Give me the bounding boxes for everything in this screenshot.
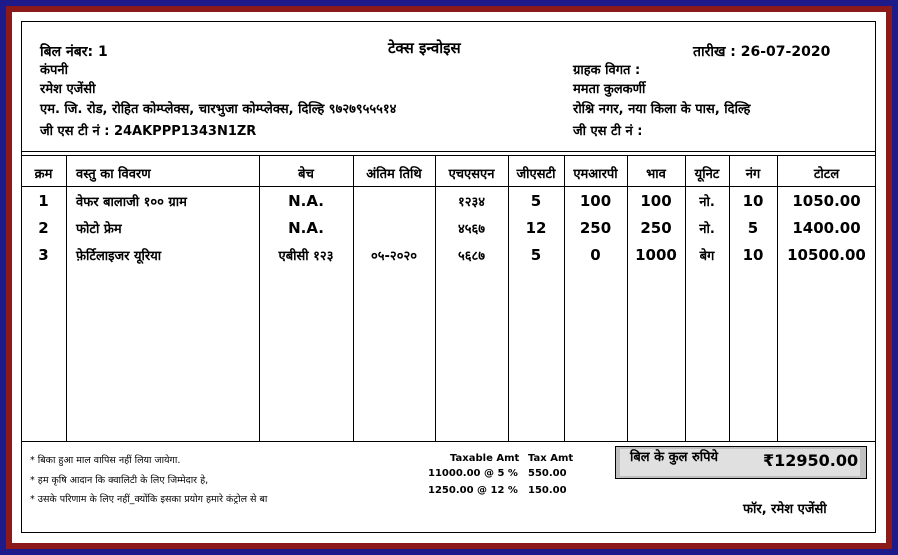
note-line: * उसके परिणाम के लिए नहीं_क्योंकि इसका प्रयोग हमारे कंट्रोल से बा (30, 494, 268, 505)
cell-mrp: 100 (579, 192, 612, 210)
cell-description: वेफर बालाजी १०० ग्राम (76, 195, 187, 210)
cell-qty: 10 (742, 192, 764, 210)
header-rate: भाव (646, 167, 666, 182)
invoice-date: तारीख : 26-07-2020 (693, 44, 831, 60)
customer-gst: जी एस टी नं : (573, 124, 643, 139)
grand-total-label: बिल के कुल रुपिये (630, 450, 719, 465)
header-serial: क्रम (34, 167, 53, 182)
cell-serial: 2 (38, 219, 49, 237)
customer-label: ग्राहक विगत : (573, 63, 641, 78)
company-gst: जी एस टी नं : 24AKPPP1343N1ZR (40, 124, 257, 139)
cell-mrp: 0 (590, 246, 601, 264)
cell-unit: नो. (699, 195, 715, 210)
cell-qty: 5 (747, 219, 759, 237)
cell-total: 1400.00 (792, 219, 861, 237)
cell-rate: 250 (640, 219, 672, 237)
cell-batch: एबीसी १२३ (278, 249, 334, 264)
company-name: रमेश एजेंसी (40, 82, 96, 97)
cell-expiry: ०५-२०२० (371, 249, 417, 264)
table-header-rule-top (21, 155, 876, 156)
cell-gst: 5 (530, 192, 542, 210)
header-description: वस्तु का विवरण (76, 167, 151, 182)
table-header-rule (21, 186, 876, 187)
taxable-amount: 11000.00 @ 5 % (428, 468, 518, 479)
cell-hsn: १२३४ (457, 195, 486, 210)
cell-hsn: ५६८७ (457, 249, 486, 264)
table-bottom-rule (21, 441, 876, 442)
tax-amount: 150.00 (528, 485, 567, 496)
bill-number: बिल नंबर: 1 (40, 44, 108, 60)
note-line: * बिका हुआ माल वापिस नहीं लिया जायेगा. (30, 455, 181, 466)
invoice-title: टेक्स इन्वोइस (388, 39, 461, 57)
cell-gst: 5 (530, 246, 542, 264)
taxable-amount: 1250.00 @ 12 % (428, 485, 518, 496)
tax-amount: 550.00 (528, 468, 567, 479)
cell-unit: नो. (699, 222, 715, 237)
cell-serial: 1 (38, 192, 49, 210)
header-qty: नंग (745, 167, 761, 182)
header-unit: यूनिट (694, 167, 720, 182)
cell-total: 1050.00 (792, 192, 861, 210)
company-label: कंपनी (40, 63, 68, 78)
cell-hsn: ४५६७ (457, 222, 486, 237)
tax-amount-header: Tax Amt (528, 453, 574, 464)
header-hsn: एचएसएन (448, 167, 495, 182)
cell-batch: N.A. (288, 219, 324, 237)
cell-mrp: 250 (579, 219, 612, 237)
col-divider (353, 155, 354, 441)
cell-rate: 1000 (635, 246, 677, 264)
cell-serial: 3 (38, 246, 49, 264)
customer-address: रोश्नि नगर, नया किला के पास, दिल्हि (573, 102, 751, 117)
cell-qty: 10 (742, 246, 764, 264)
header-gst: जीएसटी (516, 167, 556, 182)
cell-gst: 12 (525, 219, 547, 237)
taxable-amount-header: Taxable Amt (450, 453, 520, 464)
company-address: एम. जि. रोड, रोहित कोम्प्लेक्स, चारभुजा कोम्प्लेक्स, दिल्हि ९७२७९५५५१४ (40, 102, 397, 117)
header-total: टोटल (813, 167, 840, 182)
cell-batch: N.A. (288, 192, 324, 210)
customer-name: ममता कुलकर्णी (573, 82, 646, 97)
signature: फॉर, रमेश एजेंसी (743, 502, 827, 517)
grand-total-amount: ₹12950.00 (763, 451, 859, 470)
cell-rate: 100 (640, 192, 672, 210)
table-top-rule (21, 151, 876, 152)
header-batch: बेच (298, 167, 314, 182)
note-line: * हम कृषि आदान कि क्वालिटी के लिए जिम्मेदार हे, (30, 475, 209, 486)
col-divider (66, 155, 67, 441)
header-expiry: अंतिम तिथि (366, 167, 422, 182)
cell-description: फ़ेर्टिलाइजर यूरिया (76, 249, 162, 264)
header-mrp: एमआरपी (573, 167, 618, 182)
cell-total: 10500.00 (787, 246, 866, 264)
cell-unit: बेग (699, 249, 715, 264)
cell-description: फोटो फ्रेम (76, 222, 122, 237)
